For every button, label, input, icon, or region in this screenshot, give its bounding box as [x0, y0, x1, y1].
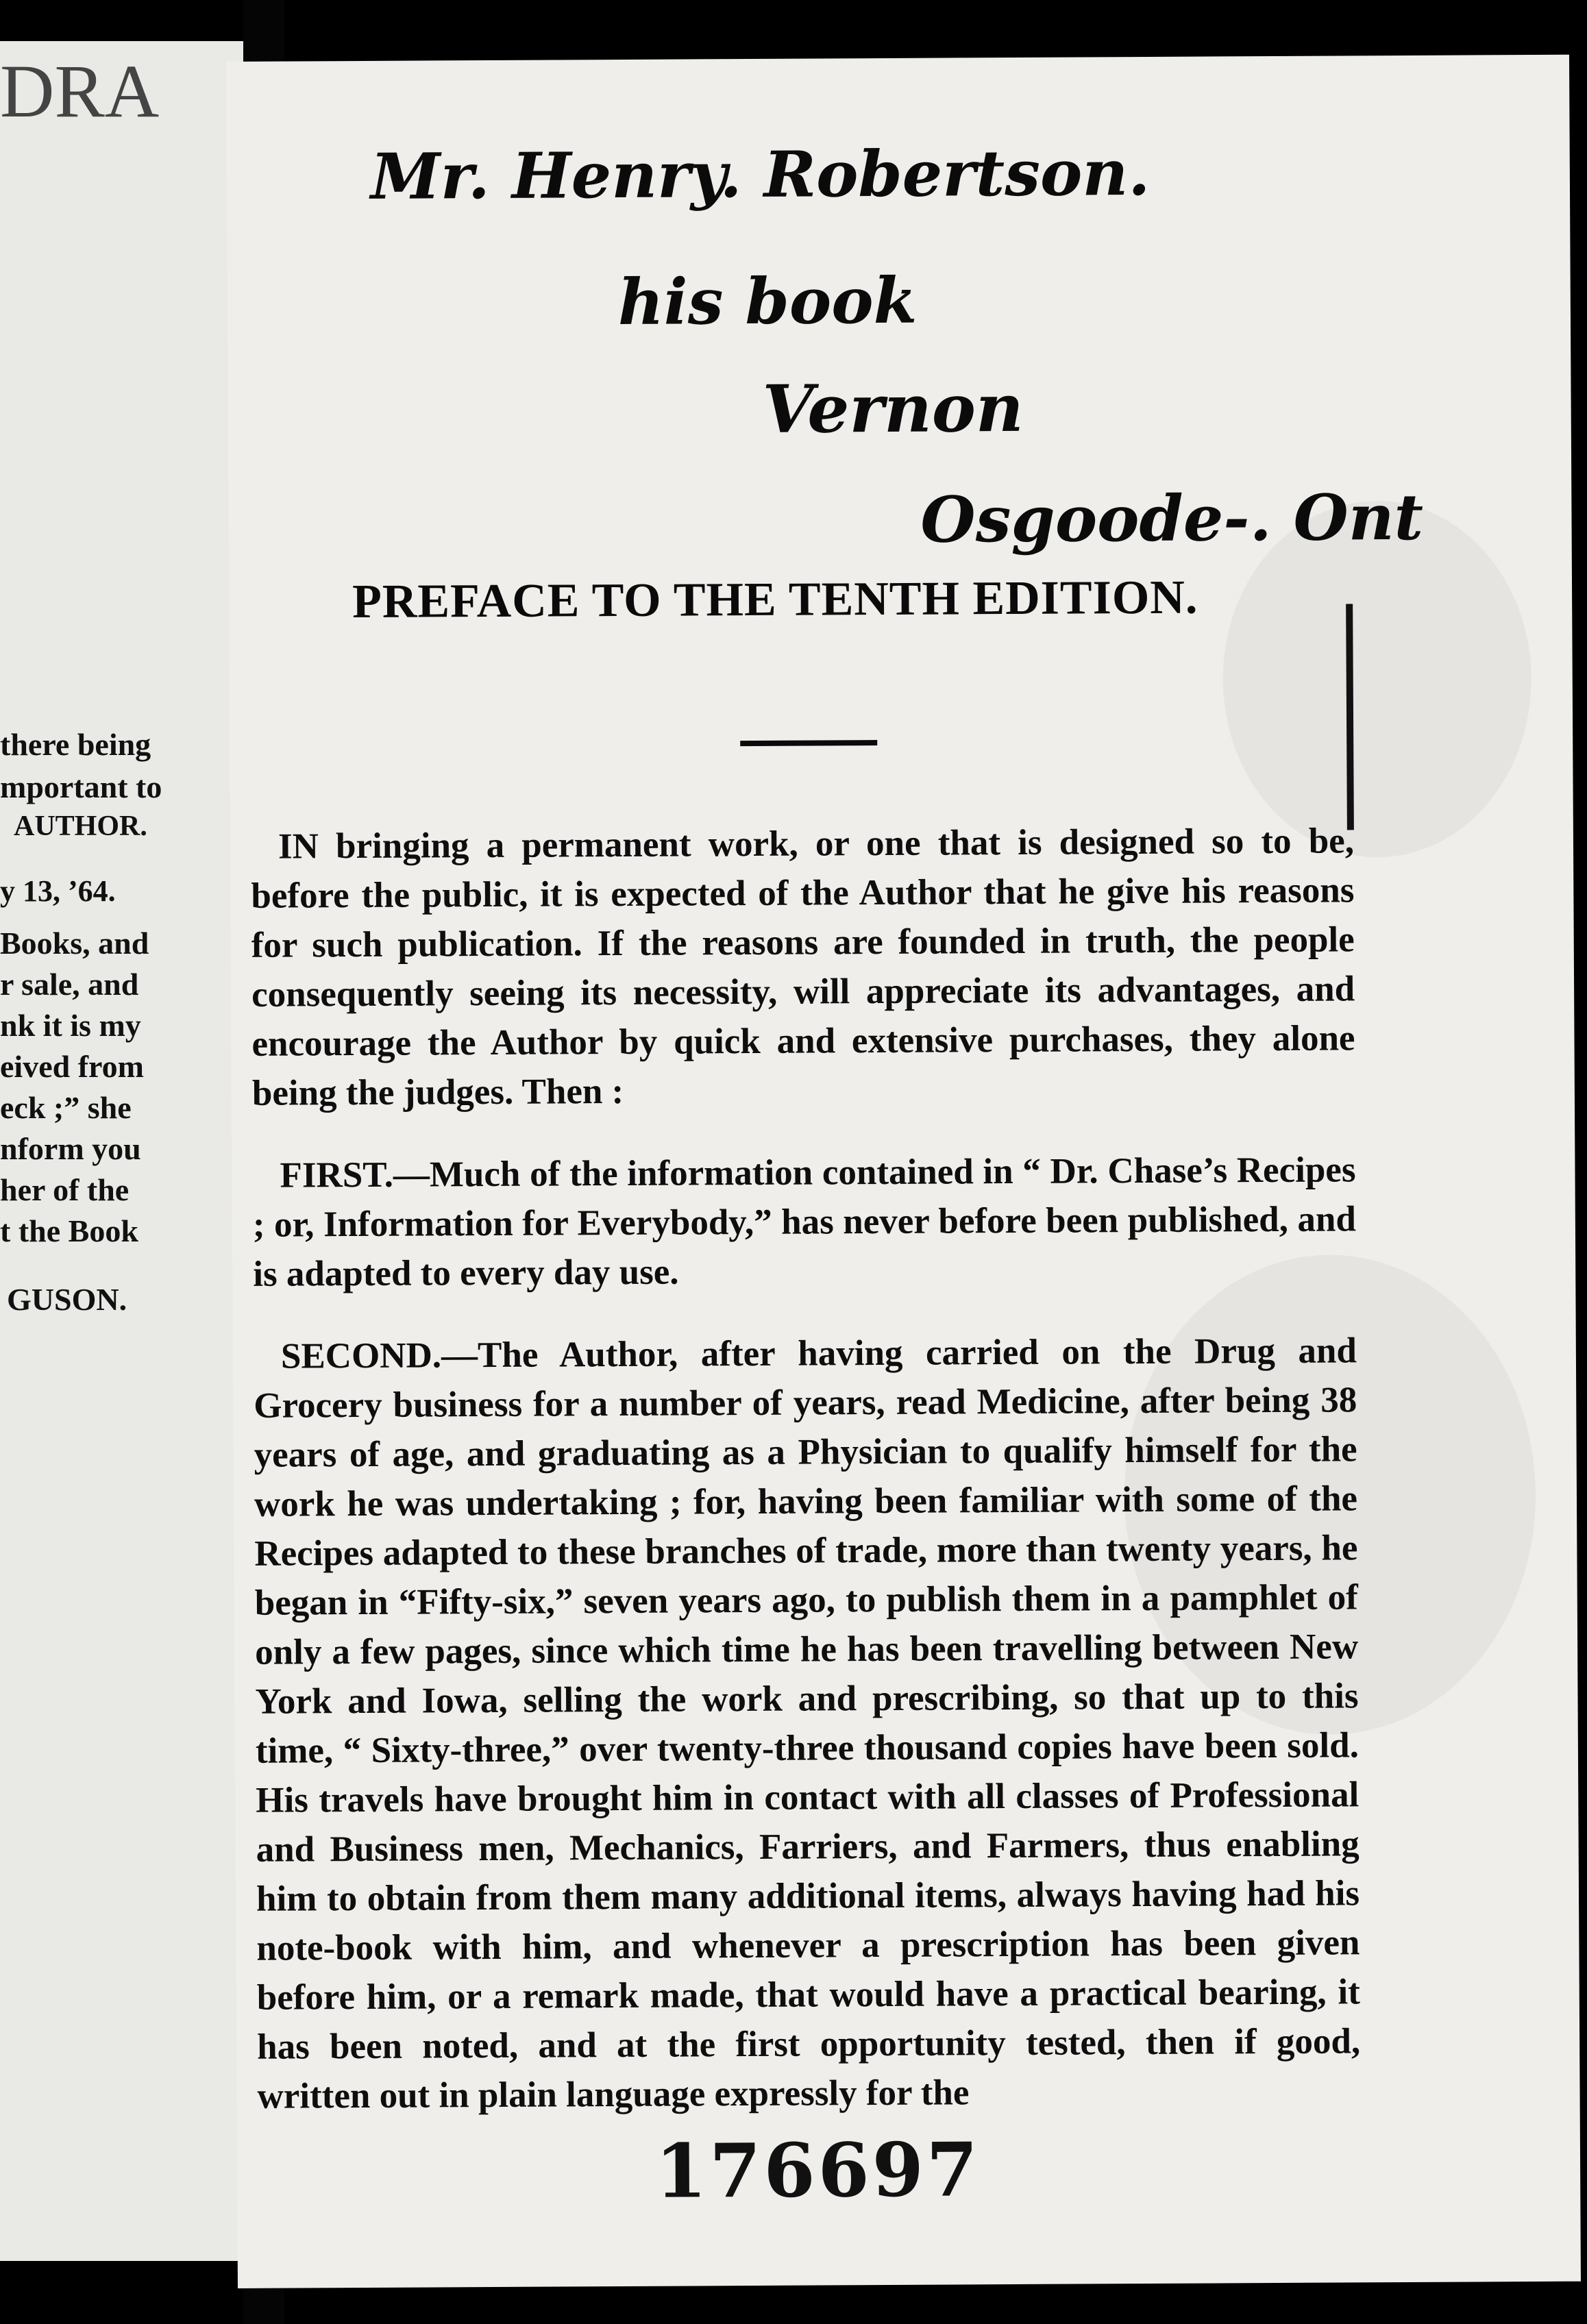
paragraph-first: [252, 1145, 1356, 1298]
left-fragment-line: nk it is my: [0, 1008, 141, 1043]
left-page-fragment: [0, 41, 243, 2261]
accession-number-stamp: 176697: [654, 2127, 981, 2215]
paragraph-first-body: —Much of the information contained in “ Dr. Chase’s Recipes ; or, Information for Everybody,” has never before been published, and is adapted to every day use.: [252, 1150, 1357, 1294]
page-title: PREFACE TO THE TENTH EDITION.: [352, 571, 1198, 629]
left-fragment-line: y 13, ’64.: [0, 874, 116, 908]
left-fragment-line: her of the: [0, 1172, 130, 1207]
inscription-owner-name: Mr. Henry. Robertson.: [370, 135, 1151, 214]
inscription-place-vernon: Vernon: [762, 369, 1024, 448]
paragraph-second-body: —The Author, after having carried on the Drug and Grocery business for a number of years, read Medicine, after being 38 years of age, and graduating as a Physician to qualify himself for the work he was undertaking ; for, having been familiar with some of the Recipes adapted to these branches of trade, more than twenty years, he began in “Fifty-six,” seven years ago, to publish them in a pamphlet of only a few pages, since which time he has been travelling between New York and Iowa, selling the work and prescribing, so that up to this time, “ Sixty-three,” over twenty-three thousand copies have been sold. His travels have brought him in contact with all classes of Professional and Business men, Mechanics, Farriers, and Farmers, thus enabling him to obtain from them many additional items, always having had his note-book with him, and whenever a prescription has been given before him, or a remark made, that would have a practical bearing, it has been noted, and at the first opportunity tested, then if good, written out in plain language expressly for the: [254, 1331, 1361, 2116]
left-fragment-signature: GUSON.: [7, 1282, 127, 1317]
left-fragment-line: there being: [0, 727, 151, 762]
left-fragment-line: AUTHOR.: [14, 811, 147, 842]
left-fragment-line: t the Book: [0, 1213, 138, 1248]
title-divider: [740, 740, 877, 746]
paragraph-second: [254, 1326, 1361, 2121]
left-fragment-line: r sale, and: [0, 967, 139, 1002]
left-fragment-line: eived from: [0, 1049, 144, 1084]
left-fragment-line: nform you: [0, 1131, 141, 1166]
inscription-his-book: his book: [617, 263, 918, 340]
left-fragment-header: DRA: [0, 49, 160, 133]
paragraph-second-lead: SECOND.: [280, 1335, 442, 1376]
preface-body: [251, 816, 1361, 2153]
paragraph-first-lead: FIRST.: [280, 1154, 394, 1196]
margin-pencil-mark: [1346, 604, 1354, 830]
paragraph-intro: IN bringing a permanent work, or one that is designed so to be, before the public, it is expected of the Author that he give his reasons for such publication. If the reasons are founded in truth, the people consequently seeing its necessity, will appreciate its advantages, and encourage the Author by quick and extensive purchases, they alone being the judges. Then :: [251, 821, 1355, 1113]
preface-page: [226, 55, 1581, 2288]
left-fragment-line: mportant to: [0, 769, 162, 804]
left-fragment-line: Books, and: [0, 926, 149, 961]
left-fragment-line: eck ;” she: [0, 1090, 132, 1125]
inscription-place-osgoode: Osgoode-. Ont: [920, 480, 1424, 557]
